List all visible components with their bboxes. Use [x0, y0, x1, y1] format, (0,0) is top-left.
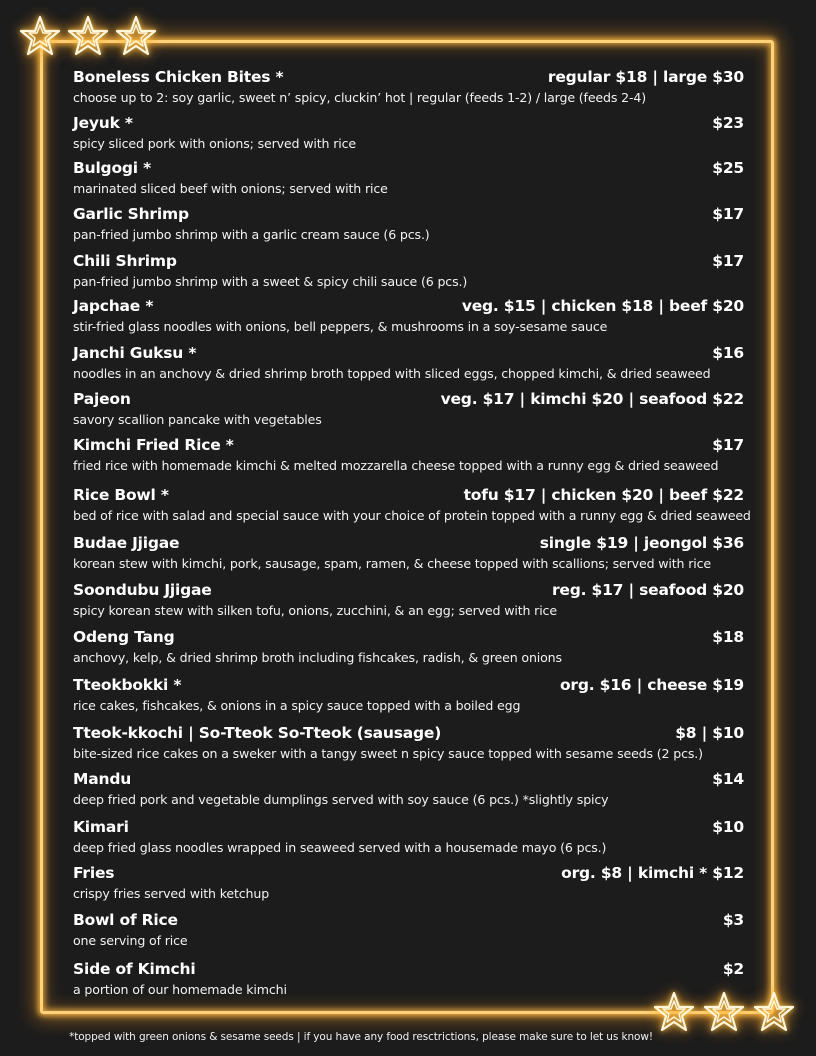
item-price: $2 — [722, 960, 744, 978]
item-name: Jeyuk * — [73, 114, 133, 132]
item-description: crispy fries served with ketchup — [73, 886, 270, 901]
item-price: $25 — [712, 159, 744, 177]
footnote: *topped with green onions & sesame seeds | if you have any food resctrictions, please make sure to let us know! — [69, 1031, 653, 1043]
star-icon — [66, 14, 110, 58]
menu-item — [73, 344, 744, 382]
menu-item — [73, 436, 744, 474]
item-description: spicy korean stew with silken tofu, onions, zucchini, & an egg; served with rice — [73, 603, 557, 618]
item-description: marinated sliced beef with onions; served with rice — [73, 181, 388, 196]
item-price: tofu $17 | chicken $20 | beef $22 — [463, 486, 744, 504]
item-price: $23 — [712, 114, 744, 132]
menu-item — [73, 534, 744, 572]
menu-item — [73, 68, 744, 106]
item-description: savory scallion pancake with vegetables — [73, 412, 322, 427]
item-description: fried rice with homemade kimchi & melted mozzarella cheese topped with a runny egg & dried seaweed — [73, 458, 719, 473]
menu-item — [73, 770, 744, 808]
menu-item — [73, 960, 744, 998]
item-name: Garlic Shrimp — [73, 205, 189, 223]
menu-item — [73, 297, 744, 335]
item-name: Bowl of Rice — [73, 911, 178, 929]
item-name: Budae Jjigae — [73, 534, 180, 552]
item-name: Odeng Tang — [73, 628, 175, 646]
item-name: Soondubu Jjigae — [73, 581, 212, 599]
menu-item — [73, 911, 744, 949]
star-icon — [752, 990, 796, 1034]
item-price: $17 — [712, 205, 744, 223]
item-description: choose up to 2: soy garlic, sweet n’ spicy, cluckin’ hot | regular (feeds 1-2) / large (feeds 2-4) — [73, 90, 647, 105]
item-price: reg. $17 | seafood $20 — [551, 581, 744, 599]
item-name: Side of Kimchi — [73, 960, 196, 978]
item-price: $3 — [722, 911, 744, 929]
item-description: deep fried pork and vegetable dumplings served with soy sauce (6 pcs.) *slightly spicy — [73, 792, 609, 807]
star-icon — [18, 14, 62, 58]
item-name: Bulgogi * — [73, 159, 152, 177]
item-description: one serving of rice — [73, 933, 188, 948]
menu-item — [73, 864, 744, 902]
item-description: bed of rice with salad and special sauce with your choice of protein topped with a runny egg & dried seaweed — [73, 508, 751, 523]
item-price: $8 | $10 — [675, 724, 744, 742]
menu-item — [73, 390, 744, 428]
item-price: $18 — [712, 628, 744, 646]
item-name: Tteok-kkochi | So-Tteok So-Tteok (sausage) — [73, 724, 442, 742]
menu-item — [73, 486, 751, 524]
item-name: Boneless Chicken Bites * — [73, 68, 284, 86]
item-price: $10 — [712, 818, 744, 836]
item-name: Pajeon — [73, 390, 131, 408]
item-description: korean stew with kimchi, pork, sausage, spam, ramen, & cheese topped with scallions; served with rice — [73, 556, 711, 571]
item-description: a portion of our homemade kimchi — [73, 982, 287, 997]
menu-item — [73, 114, 744, 152]
item-name: Tteokbokki * — [73, 676, 182, 694]
menu-item — [73, 581, 744, 619]
item-name: Janchi Guksu * — [73, 344, 197, 362]
item-description: rice cakes, fishcakes, & onions in a spicy sauce topped with a boiled egg — [73, 698, 521, 713]
item-name: Japchae * — [73, 297, 154, 315]
item-name: Rice Bowl * — [73, 486, 169, 504]
item-description: bite-sized rice cakes on a sweker with a tangy sweet n spicy sauce topped with sesame seeds (2 pcs.) — [73, 746, 703, 761]
star-icon — [114, 14, 158, 58]
item-price: $14 — [712, 770, 744, 788]
item-price: $17 — [712, 252, 744, 270]
top-stars — [18, 14, 158, 58]
item-description: spicy sliced pork with onions; served with rice — [73, 136, 356, 151]
item-name: Fries — [73, 864, 115, 882]
menu-item — [73, 159, 744, 197]
menu-item — [73, 628, 744, 666]
item-price: org. $8 | kimchi * $12 — [561, 864, 744, 882]
item-description: pan-fried jumbo shrimp with a garlic cream sauce (6 pcs.) — [73, 227, 430, 242]
item-name: Kimari — [73, 818, 129, 836]
item-name: Chili Shrimp — [73, 252, 177, 270]
menu-item — [73, 724, 744, 762]
item-price: $16 — [712, 344, 744, 362]
menu-item — [73, 205, 744, 243]
item-price: veg. $15 | chicken $18 | beef $20 — [461, 297, 744, 315]
item-description: stir-fried glass noodles with onions, bell peppers, & mushrooms in a soy-sesame sauce — [73, 319, 608, 334]
item-description: pan-fried jumbo shrimp with a sweet & spicy chili sauce (6 pcs.) — [73, 274, 468, 289]
item-price: regular $18 | large $30 — [547, 68, 744, 86]
menu-item — [73, 252, 744, 290]
item-name: Kimchi Fried Rice * — [73, 436, 234, 454]
item-price: org. $16 | cheese $19 — [559, 676, 744, 694]
item-price: veg. $17 | kimchi $20 | seafood $22 — [440, 390, 744, 408]
item-description: noodles in an anchovy & dried shrimp broth topped with sliced eggs, chopped kimchi, & dried seaweed — [73, 366, 711, 381]
item-price: single $19 | jeongol $36 — [539, 534, 744, 552]
item-description: deep fried glass noodles wrapped in seaweed served with a housemade mayo (6 pcs.) — [73, 840, 607, 855]
item-description: anchovy, kelp, & dried shrimp broth including fishcakes, radish, & green onions — [73, 650, 562, 665]
item-price: $17 — [712, 436, 744, 454]
menu-item — [73, 818, 744, 856]
item-name: Mandu — [73, 770, 132, 788]
menu-item — [73, 676, 744, 714]
